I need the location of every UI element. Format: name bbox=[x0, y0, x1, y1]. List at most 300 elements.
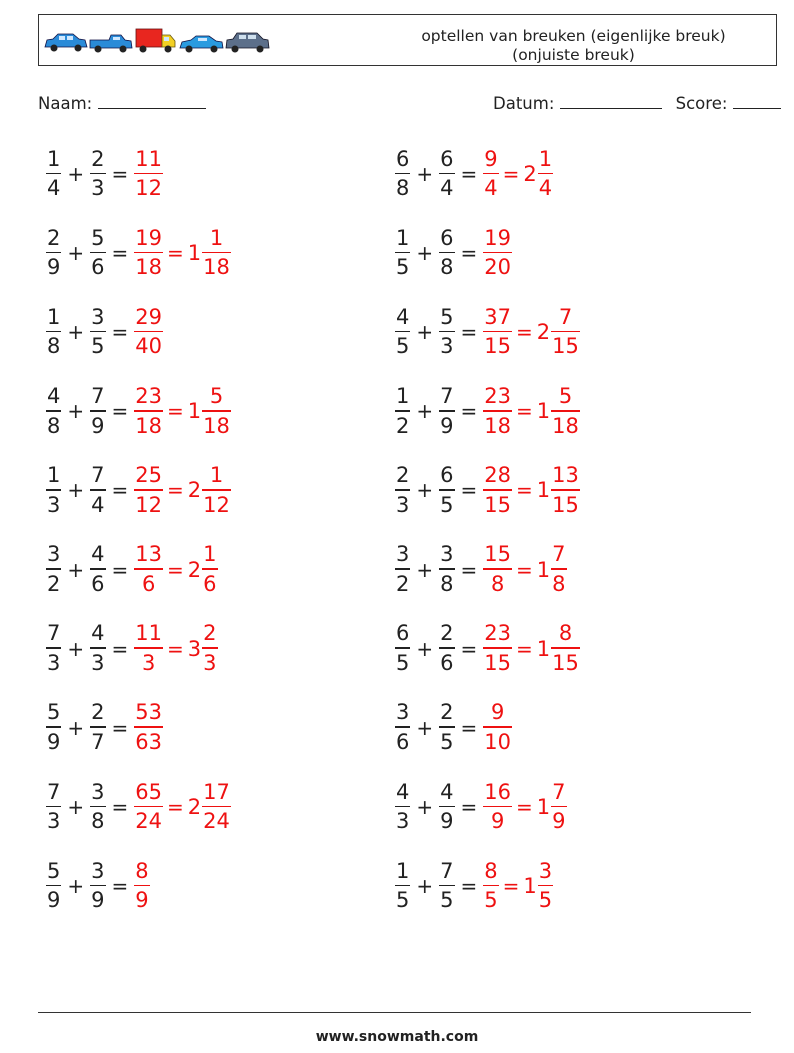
problem-17 bbox=[46, 778, 231, 836]
addend-1 bbox=[46, 621, 61, 676]
numerator: 3 bbox=[91, 304, 105, 329]
problem-7 bbox=[46, 382, 231, 440]
footer-divider bbox=[38, 1012, 751, 1013]
mixed-fraction bbox=[551, 463, 580, 518]
numerator: 1 bbox=[396, 858, 410, 883]
numerator: 6 bbox=[440, 225, 454, 250]
addend-2 bbox=[439, 384, 454, 439]
addend-2 bbox=[439, 463, 454, 518]
fraction-bar bbox=[90, 331, 105, 333]
fraction-bar bbox=[439, 252, 454, 254]
denominator: 9 bbox=[490, 809, 505, 834]
answer-equals-sign: = bbox=[167, 241, 184, 266]
fraction-bar bbox=[134, 252, 163, 254]
mixed-whole: 2 bbox=[536, 320, 551, 345]
fraction-bar bbox=[134, 726, 163, 728]
numerator: 9 bbox=[490, 700, 505, 725]
addend-1 bbox=[46, 463, 61, 518]
problem-20 bbox=[395, 857, 553, 915]
numerator: 13 bbox=[552, 463, 579, 488]
numerator: 5 bbox=[440, 304, 454, 329]
addend-1 bbox=[46, 384, 61, 439]
answer-equals-sign: = bbox=[502, 162, 520, 186]
numerator: 2 bbox=[91, 146, 105, 171]
numerator: 7 bbox=[552, 779, 566, 804]
numerator: 7 bbox=[91, 463, 105, 488]
mixed-whole: 1 bbox=[536, 557, 551, 582]
fraction-bar bbox=[134, 647, 163, 649]
mixed-whole: 2 bbox=[523, 162, 537, 186]
denominator: 5 bbox=[538, 888, 553, 913]
equals-sign: = bbox=[111, 162, 129, 186]
addend-2 bbox=[439, 226, 454, 281]
denominator: 9 bbox=[91, 413, 105, 438]
addend-1 bbox=[395, 700, 410, 755]
mixed-fraction bbox=[551, 621, 580, 676]
numerator: 1 bbox=[396, 225, 410, 250]
denominator: 8 bbox=[552, 571, 566, 596]
mixed-fraction bbox=[202, 384, 231, 439]
problem-19 bbox=[46, 857, 150, 915]
fraction-bar bbox=[395, 410, 410, 412]
denominator: 5 bbox=[91, 334, 105, 359]
fraction-bar bbox=[483, 173, 498, 175]
numerator: 4 bbox=[91, 542, 105, 567]
denominator: 9 bbox=[47, 888, 61, 913]
fraction-bar bbox=[134, 885, 149, 887]
addend-1 bbox=[46, 700, 61, 755]
addend-1 bbox=[46, 226, 61, 281]
denominator: 18 bbox=[552, 413, 579, 438]
addend-1 bbox=[395, 780, 410, 835]
numerator: 23 bbox=[484, 384, 512, 409]
fraction-bar bbox=[46, 173, 61, 175]
mixed-whole: 1 bbox=[536, 478, 551, 503]
answer-fraction bbox=[134, 226, 163, 281]
fraction-bar bbox=[439, 726, 454, 728]
mixed-fraction bbox=[538, 859, 553, 914]
numerator: 8 bbox=[558, 621, 573, 646]
fraction-bar bbox=[483, 647, 512, 649]
numerator: 1 bbox=[203, 542, 217, 567]
plus-sign: + bbox=[416, 320, 434, 345]
numerator: 4 bbox=[47, 384, 61, 409]
denominator: 9 bbox=[47, 255, 61, 280]
plus-sign: + bbox=[67, 399, 85, 424]
denominator: 9 bbox=[552, 809, 566, 834]
date-blank[interactable] bbox=[560, 93, 662, 109]
numerator: 1 bbox=[47, 146, 61, 171]
denominator: 3 bbox=[91, 176, 105, 201]
plus-sign: + bbox=[416, 241, 434, 266]
answer-equals-sign: = bbox=[516, 636, 533, 661]
numerator: 3 bbox=[91, 858, 105, 883]
numerator: 7 bbox=[440, 858, 454, 883]
numerator: 11 bbox=[135, 621, 163, 646]
fraction-bar bbox=[90, 489, 105, 491]
fraction-bar bbox=[551, 806, 566, 808]
denominator: 3 bbox=[47, 492, 61, 517]
numerator: 3 bbox=[47, 542, 61, 567]
addend-1 bbox=[46, 147, 61, 202]
mixed-fraction bbox=[202, 542, 217, 597]
denominator: 3 bbox=[203, 650, 217, 675]
denominator: 4 bbox=[538, 176, 553, 201]
mixed-fraction bbox=[202, 780, 231, 835]
addend-2 bbox=[90, 700, 105, 755]
addend-2 bbox=[439, 859, 454, 914]
numerator: 3 bbox=[91, 779, 105, 804]
denominator: 15 bbox=[552, 492, 579, 517]
problem-5 bbox=[46, 303, 163, 361]
blue-sports-car-icon bbox=[180, 36, 223, 53]
fraction-bar bbox=[395, 885, 410, 887]
mixed-whole: 2 bbox=[187, 478, 202, 503]
equals-sign: = bbox=[460, 636, 478, 661]
answer-equals-sign: = bbox=[167, 557, 184, 582]
answer-fraction bbox=[134, 859, 149, 914]
denominator: 18 bbox=[203, 255, 230, 280]
problem-8 bbox=[395, 382, 580, 440]
answer-fraction bbox=[483, 226, 512, 281]
numerator: 5 bbox=[47, 858, 61, 883]
plus-sign: + bbox=[416, 715, 434, 740]
plus-sign: + bbox=[67, 320, 85, 345]
plus-sign: + bbox=[416, 873, 434, 898]
mixed-whole: 1 bbox=[523, 873, 537, 898]
numerator: 1 bbox=[47, 304, 61, 329]
fraction-bar bbox=[202, 806, 231, 808]
denominator: 3 bbox=[396, 492, 410, 517]
denominator: 5 bbox=[396, 334, 410, 359]
denominator: 4 bbox=[484, 176, 498, 201]
numerator: 53 bbox=[135, 700, 163, 725]
numerator: 5 bbox=[209, 384, 224, 409]
answer-equals-sign: = bbox=[516, 794, 533, 819]
numerator: 4 bbox=[396, 304, 410, 329]
denominator: 9 bbox=[440, 809, 454, 834]
numerator: 2 bbox=[203, 621, 217, 646]
fraction-bar bbox=[134, 173, 163, 175]
numerator: 2 bbox=[440, 621, 454, 646]
problem-3 bbox=[46, 224, 231, 282]
addend-2 bbox=[439, 780, 454, 835]
denominator: 5 bbox=[440, 492, 454, 517]
numerator: 3 bbox=[396, 700, 410, 725]
equals-sign: = bbox=[460, 162, 478, 186]
addend-2 bbox=[90, 305, 105, 360]
equals-sign: = bbox=[460, 873, 478, 898]
denominator: 5 bbox=[396, 255, 410, 280]
numerator: 19 bbox=[484, 225, 512, 250]
fraction-bar bbox=[551, 489, 580, 491]
denominator: 9 bbox=[440, 413, 454, 438]
addend-2 bbox=[439, 147, 454, 202]
fraction-bar bbox=[46, 726, 61, 728]
fraction-bar bbox=[90, 647, 105, 649]
equals-sign: = bbox=[111, 794, 129, 819]
denominator: 6 bbox=[91, 571, 105, 596]
addend-1 bbox=[395, 859, 410, 914]
fraction-bar bbox=[90, 806, 105, 808]
addend-2 bbox=[90, 859, 105, 914]
mixed-fraction bbox=[551, 384, 580, 439]
name-field bbox=[38, 93, 206, 113]
mixed-whole: 2 bbox=[187, 794, 202, 819]
denominator: 18 bbox=[135, 413, 163, 438]
fraction-bar bbox=[134, 331, 163, 333]
numerator: 1 bbox=[396, 384, 410, 409]
equals-sign: = bbox=[460, 557, 478, 582]
footer-website: www.snowmath.com bbox=[315, 1029, 479, 1045]
addend-1 bbox=[395, 384, 410, 439]
equals-sign: = bbox=[460, 320, 478, 345]
fraction-bar bbox=[483, 489, 512, 491]
numerator: 2 bbox=[440, 700, 454, 725]
denominator: 8 bbox=[47, 334, 61, 359]
problem-18 bbox=[395, 778, 567, 836]
addend-2 bbox=[90, 463, 105, 518]
numerator: 16 bbox=[484, 779, 512, 804]
addend-1 bbox=[395, 463, 410, 518]
equals-sign: = bbox=[111, 241, 129, 266]
grey-suv-icon bbox=[226, 33, 269, 53]
denominator: 24 bbox=[135, 809, 163, 834]
fraction-bar bbox=[202, 568, 217, 570]
fraction-bar bbox=[439, 331, 454, 333]
plus-sign: + bbox=[67, 794, 85, 819]
numerator: 4 bbox=[91, 621, 105, 646]
mixed-fraction bbox=[551, 542, 566, 597]
denominator: 6 bbox=[141, 571, 156, 596]
denominator: 4 bbox=[440, 176, 454, 201]
addend-2 bbox=[90, 147, 105, 202]
denominator: 18 bbox=[203, 413, 230, 438]
mixed-fraction bbox=[202, 463, 231, 518]
fraction-bar bbox=[134, 410, 163, 412]
numerator: 7 bbox=[47, 779, 61, 804]
numerator: 1 bbox=[209, 225, 224, 250]
mixed-whole: 2 bbox=[187, 557, 202, 582]
answer-fraction bbox=[483, 305, 512, 360]
numerator: 6 bbox=[396, 621, 410, 646]
answer-fraction bbox=[134, 463, 163, 518]
plus-sign: + bbox=[416, 162, 434, 186]
addend-1 bbox=[395, 147, 410, 202]
date-label: Datum: bbox=[493, 94, 555, 113]
numerator: 28 bbox=[484, 463, 512, 488]
fraction-bar bbox=[90, 885, 105, 887]
fraction-bar bbox=[202, 252, 231, 254]
mixed-fraction bbox=[202, 621, 217, 676]
fraction-bar bbox=[90, 252, 105, 254]
fraction-bar bbox=[538, 885, 553, 887]
fraction-bar bbox=[134, 568, 163, 570]
mixed-whole: 1 bbox=[536, 399, 551, 424]
denominator: 5 bbox=[440, 729, 454, 754]
numerator: 7 bbox=[440, 384, 454, 409]
denominator: 15 bbox=[484, 492, 512, 517]
numerator: 8 bbox=[135, 858, 149, 883]
equals-sign: = bbox=[111, 320, 129, 345]
numerator: 5 bbox=[558, 384, 573, 409]
blue-car-icon bbox=[45, 34, 87, 52]
fraction-bar bbox=[90, 568, 105, 570]
denominator: 8 bbox=[91, 809, 105, 834]
fraction-bar bbox=[46, 252, 61, 254]
fraction-bar bbox=[439, 410, 454, 412]
score-blank[interactable] bbox=[733, 93, 781, 109]
fraction-bar bbox=[551, 410, 580, 412]
answer-fraction bbox=[134, 700, 163, 755]
answer-fraction bbox=[134, 147, 163, 202]
answer-equals-sign: = bbox=[167, 478, 184, 503]
answer-fraction bbox=[483, 542, 512, 597]
numerator: 13 bbox=[135, 542, 163, 567]
denominator: 5 bbox=[396, 888, 410, 913]
plus-sign: + bbox=[67, 715, 85, 740]
addend-1 bbox=[46, 859, 61, 914]
numerator: 17 bbox=[203, 779, 230, 804]
equals-sign: = bbox=[111, 715, 129, 740]
answer-fraction bbox=[134, 384, 163, 439]
answer-fraction bbox=[483, 780, 512, 835]
numerator: 6 bbox=[396, 146, 410, 171]
plus-sign: + bbox=[67, 557, 85, 582]
denominator: 12 bbox=[135, 492, 163, 517]
answer-equals-sign: = bbox=[516, 399, 533, 424]
addend-1 bbox=[395, 542, 410, 597]
problem-15 bbox=[46, 699, 163, 757]
denominator: 18 bbox=[135, 255, 163, 280]
denominator: 4 bbox=[91, 492, 105, 517]
numerator: 5 bbox=[91, 225, 105, 250]
name-label: Naam: bbox=[38, 94, 93, 113]
denominator: 5 bbox=[484, 888, 498, 913]
fraction-bar bbox=[395, 726, 410, 728]
fraction-bar bbox=[134, 806, 163, 808]
numerator: 7 bbox=[558, 304, 573, 329]
denominator: 8 bbox=[440, 571, 454, 596]
fraction-bar bbox=[395, 806, 410, 808]
problem-4 bbox=[395, 224, 512, 282]
problem-10 bbox=[395, 461, 580, 519]
fraction-bar bbox=[395, 647, 410, 649]
plus-sign: + bbox=[416, 399, 434, 424]
fraction-bar bbox=[439, 568, 454, 570]
numerator: 3 bbox=[440, 542, 454, 567]
answer-equals-sign: = bbox=[167, 794, 184, 819]
numerator: 37 bbox=[484, 304, 512, 329]
answer-fraction bbox=[483, 463, 512, 518]
fraction-bar bbox=[90, 726, 105, 728]
car-icons bbox=[43, 27, 273, 55]
denominator: 3 bbox=[141, 650, 156, 675]
fraction-bar bbox=[202, 647, 217, 649]
plus-sign: + bbox=[67, 478, 85, 503]
equals-sign: = bbox=[460, 399, 478, 424]
addend-2 bbox=[90, 542, 105, 597]
denominator: 3 bbox=[47, 809, 61, 834]
fraction-bar bbox=[551, 331, 580, 333]
denominator: 8 bbox=[396, 176, 410, 201]
fraction-bar bbox=[439, 647, 454, 649]
equals-sign: = bbox=[460, 715, 478, 740]
answer-fraction bbox=[134, 542, 163, 597]
numerator: 23 bbox=[484, 621, 512, 646]
pickup-truck-icon bbox=[90, 35, 132, 53]
denominator: 6 bbox=[396, 729, 410, 754]
mixed-whole: 1 bbox=[536, 636, 551, 661]
addend-1 bbox=[395, 226, 410, 281]
numerator: 2 bbox=[91, 700, 105, 725]
numerator: 3 bbox=[396, 542, 410, 567]
equals-sign: = bbox=[111, 873, 129, 898]
fraction-bar bbox=[439, 806, 454, 808]
fraction-bar bbox=[551, 568, 566, 570]
denominator: 8 bbox=[490, 571, 505, 596]
numerator: 29 bbox=[135, 304, 163, 329]
numerator: 7 bbox=[552, 542, 566, 567]
numerator: 8 bbox=[484, 858, 498, 883]
title-line-1: optellen van breuken (eigenlijke breuk) bbox=[421, 27, 726, 45]
fraction-bar bbox=[483, 410, 512, 412]
numerator: 15 bbox=[484, 542, 512, 567]
answer-equals-sign: = bbox=[516, 478, 533, 503]
numerator: 7 bbox=[91, 384, 105, 409]
numerator: 4 bbox=[396, 779, 410, 804]
answer-fraction bbox=[483, 147, 498, 202]
addend-1 bbox=[46, 305, 61, 360]
equals-sign: = bbox=[460, 241, 478, 266]
fraction-bar bbox=[202, 410, 231, 412]
addend-1 bbox=[46, 780, 61, 835]
name-blank[interactable] bbox=[98, 93, 206, 109]
denominator: 8 bbox=[440, 255, 454, 280]
answer-equals-sign: = bbox=[516, 320, 533, 345]
addend-2 bbox=[439, 621, 454, 676]
answer-fraction bbox=[134, 621, 163, 676]
denominator: 63 bbox=[135, 729, 163, 754]
answer-fraction bbox=[483, 621, 512, 676]
denominator: 15 bbox=[484, 650, 512, 675]
problem-1 bbox=[46, 145, 163, 203]
fraction-bar bbox=[46, 410, 61, 412]
problem-14 bbox=[395, 620, 580, 678]
answer-equals-sign: = bbox=[516, 557, 533, 582]
plus-sign: + bbox=[67, 241, 85, 266]
plus-sign: + bbox=[416, 478, 434, 503]
denominator: 6 bbox=[203, 571, 217, 596]
denominator: 15 bbox=[484, 334, 512, 359]
fraction-bar bbox=[90, 173, 105, 175]
addend-2 bbox=[90, 621, 105, 676]
fraction-bar bbox=[483, 568, 512, 570]
numerator: 19 bbox=[135, 225, 163, 250]
fraction-bar bbox=[483, 806, 512, 808]
problem-2 bbox=[395, 145, 553, 203]
denominator: 18 bbox=[484, 413, 512, 438]
denominator: 3 bbox=[396, 809, 410, 834]
problem-6 bbox=[395, 303, 580, 361]
equals-sign: = bbox=[460, 794, 478, 819]
numerator: 1 bbox=[538, 146, 553, 171]
fraction-bar bbox=[395, 331, 410, 333]
addend-2 bbox=[439, 305, 454, 360]
fraction-bar bbox=[483, 331, 512, 333]
plus-sign: + bbox=[67, 636, 85, 661]
answer-equals-sign: = bbox=[502, 873, 520, 898]
